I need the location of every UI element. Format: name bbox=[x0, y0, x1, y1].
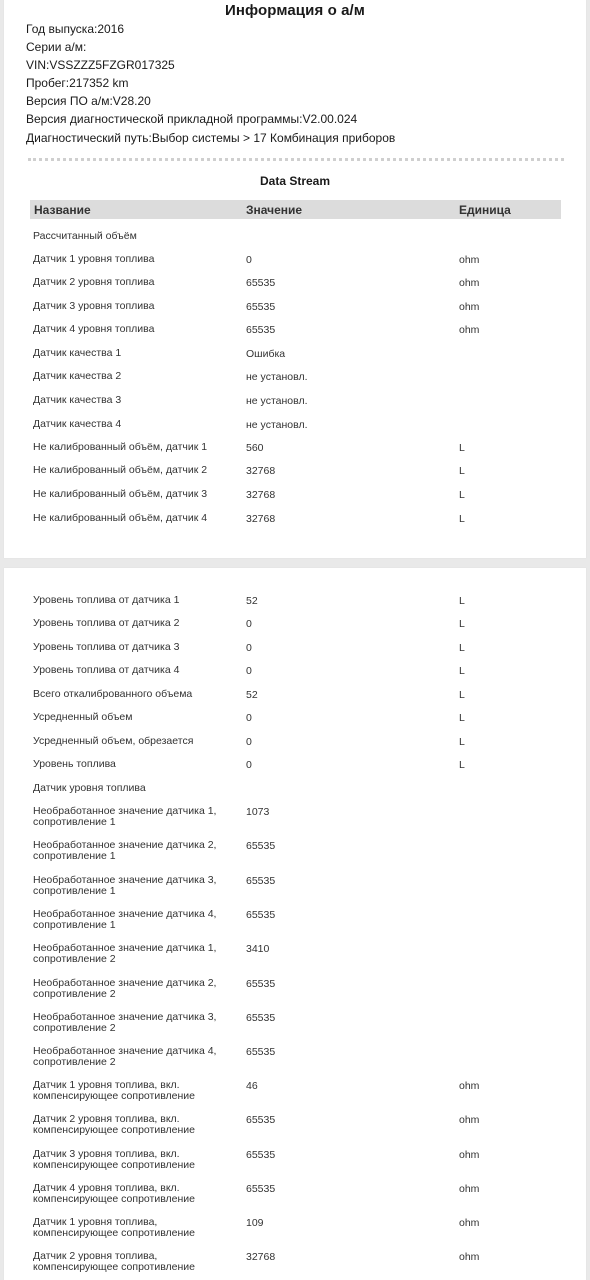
cell-value: 65535 bbox=[246, 1149, 276, 1161]
info-series: Серии а/м: bbox=[26, 40, 87, 54]
cell-value: 52 bbox=[246, 689, 258, 701]
cell-name: Датчик 1 уровня топлива bbox=[33, 253, 155, 265]
table-header bbox=[30, 200, 561, 219]
cell-unit: L bbox=[459, 513, 465, 525]
cell-value: 65535 bbox=[246, 324, 276, 336]
header-unit: Единица bbox=[459, 203, 511, 217]
cell-name: Усредненный объем, обрезается bbox=[33, 735, 194, 747]
cell-name: Необработанное значение датчика 2, сопротивление 1 bbox=[33, 839, 217, 862]
cell-name: Уровень топлива от датчика 4 bbox=[33, 664, 180, 676]
cell-name: Необработанное значение датчика 3, сопротивление 1 bbox=[33, 874, 217, 897]
cell-name: Необработанное значение датчика 1, сопротивление 2 bbox=[33, 942, 217, 965]
cell-name: Уровень топлива от датчика 2 bbox=[33, 617, 180, 629]
cell-unit: ohm bbox=[459, 277, 480, 289]
data-stream-title: Data Stream bbox=[259, 174, 331, 188]
cell-name: Не калиброванный объём, датчик 3 bbox=[33, 488, 208, 500]
cell-name: Уровень топлива от датчика 1 bbox=[33, 594, 180, 606]
cell-unit: L bbox=[459, 489, 465, 501]
cell-name: Датчик 3 уровня топлива, вкл. компенсирующее сопротивление bbox=[33, 1148, 195, 1171]
cell-unit: L bbox=[459, 642, 465, 654]
cell-name: Датчик 4 уровня топлива, вкл. компенсирующее сопротивление bbox=[33, 1182, 195, 1205]
cell-name: Уровень топлива bbox=[33, 758, 116, 770]
cell-value: 0 bbox=[246, 712, 252, 724]
cell-unit: ohm bbox=[459, 1114, 480, 1126]
info-diagnostic-path: Диагностический путь:Выбор системы > 17 Комбинация приборов bbox=[26, 131, 396, 145]
cell-name: Датчик качества 3 bbox=[33, 394, 122, 406]
cell-unit: L bbox=[459, 618, 465, 630]
cell-value: 46 bbox=[246, 1080, 258, 1092]
cell-unit: ohm bbox=[459, 1183, 480, 1195]
info-vin: VIN:VSSZZZ5FZGR017325 bbox=[26, 58, 175, 72]
cell-unit: ohm bbox=[459, 1149, 480, 1161]
cell-name: Датчик качества 1 bbox=[33, 347, 122, 359]
cell-name: Датчик уровня топлива bbox=[33, 782, 146, 794]
cell-value: 0 bbox=[246, 759, 252, 771]
cell-unit: L bbox=[459, 665, 465, 677]
cell-name: Необработанное значение датчика 4, сопротивление 2 bbox=[33, 1045, 217, 1068]
cell-unit: ohm bbox=[459, 1080, 480, 1092]
cell-value: 65535 bbox=[246, 1114, 276, 1126]
cell-name: Уровень топлива от датчика 3 bbox=[33, 641, 180, 653]
cell-name: Датчик 2 уровня топлива, вкл. компенсирующее сопротивление bbox=[33, 1113, 195, 1136]
cell-name: Необработанное значение датчика 1, сопротивление 1 bbox=[33, 805, 217, 828]
cell-value: Ошибка bbox=[246, 348, 286, 360]
cell-value: 65535 bbox=[246, 909, 276, 921]
cell-value: 32768 bbox=[246, 489, 276, 501]
info-mileage: Пробег:217352 km bbox=[26, 76, 129, 90]
cell-value: 3410 bbox=[246, 943, 270, 955]
dotted-divider bbox=[28, 158, 564, 161]
header-name: Название bbox=[34, 203, 91, 217]
header-value: Значение bbox=[246, 203, 303, 217]
cell-name: Рассчитанный объём bbox=[33, 230, 137, 242]
cell-name: Датчик качества 2 bbox=[33, 370, 122, 382]
cell-value: 0 bbox=[246, 665, 252, 677]
cell-name: Датчик 4 уровня топлива bbox=[33, 323, 155, 335]
report-page-1 bbox=[4, 0, 586, 558]
cell-name: Необработанное значение датчика 3, сопротивление 2 bbox=[33, 1011, 217, 1034]
cell-value: 0 bbox=[246, 736, 252, 748]
cell-unit: L bbox=[459, 759, 465, 771]
cell-unit: L bbox=[459, 712, 465, 724]
cell-name: Всего откалиброванного объема bbox=[33, 688, 193, 700]
cell-value: 65535 bbox=[246, 277, 276, 289]
cell-value: 65535 bbox=[246, 1046, 276, 1058]
report-title: Информация о а/м bbox=[224, 2, 366, 19]
cell-name: Датчик 1 уровня топлива, компенсирующее сопротивление bbox=[33, 1216, 195, 1239]
cell-value: 32768 bbox=[246, 465, 276, 477]
cell-name: Необработанное значение датчика 4, сопротивление 1 bbox=[33, 908, 217, 931]
cell-unit: L bbox=[459, 465, 465, 477]
cell-unit: L bbox=[459, 595, 465, 607]
cell-value: 109 bbox=[246, 1217, 264, 1229]
cell-value: не установл. bbox=[246, 371, 308, 383]
cell-unit: ohm bbox=[459, 1251, 480, 1263]
cell-name: Датчик 2 уровня топлива, компенсирующее сопротивление bbox=[33, 1250, 195, 1273]
cell-value: 0 bbox=[246, 642, 252, 654]
cell-value: 65535 bbox=[246, 978, 276, 990]
cell-value: 65535 bbox=[246, 1012, 276, 1024]
cell-name: Необработанное значение датчика 2, сопротивление 2 bbox=[33, 977, 217, 1000]
cell-value: 32768 bbox=[246, 1251, 276, 1263]
cell-value: 560 bbox=[246, 442, 264, 454]
cell-value: 65535 bbox=[246, 840, 276, 852]
cell-name: Не калиброванный объём, датчик 4 bbox=[33, 512, 208, 524]
cell-unit: ohm bbox=[459, 324, 480, 336]
cell-name: Датчик 2 уровня топлива bbox=[33, 276, 155, 288]
cell-name: Датчик качества 4 bbox=[33, 418, 122, 430]
cell-unit: ohm bbox=[459, 301, 480, 313]
cell-value: 65535 bbox=[246, 875, 276, 887]
cell-name: Датчик 1 уровня топлива, вкл. компенсирующее сопротивление bbox=[33, 1079, 195, 1102]
cell-unit: L bbox=[459, 442, 465, 454]
info-software-version: Версия ПО а/м:V28.20 bbox=[26, 94, 151, 108]
info-app-version: Версия диагностической прикладной программы:V2.00.024 bbox=[26, 112, 358, 126]
cell-name: Не калиброванный объём, датчик 1 bbox=[33, 441, 208, 453]
cell-name: Усредненный объем bbox=[33, 711, 133, 723]
cell-value: 0 bbox=[246, 254, 252, 266]
cell-unit: L bbox=[459, 689, 465, 701]
cell-value: 0 bbox=[246, 618, 252, 630]
cell-value: 65535 bbox=[246, 1183, 276, 1195]
cell-value: не установл. bbox=[246, 395, 308, 407]
cell-unit: ohm bbox=[459, 254, 480, 266]
cell-value: 52 bbox=[246, 595, 258, 607]
cell-value: не установл. bbox=[246, 419, 308, 431]
cell-unit: L bbox=[459, 736, 465, 748]
info-year: Год выпуска:2016 bbox=[26, 22, 125, 36]
report-page-2 bbox=[4, 568, 586, 1280]
cell-name: Датчик 3 уровня топлива bbox=[33, 300, 155, 312]
cell-value: 65535 bbox=[246, 301, 276, 313]
cell-value: 32768 bbox=[246, 513, 276, 525]
cell-name: Не калиброванный объём, датчик 2 bbox=[33, 464, 208, 476]
cell-value: 1073 bbox=[246, 806, 270, 818]
cell-unit: ohm bbox=[459, 1217, 480, 1229]
